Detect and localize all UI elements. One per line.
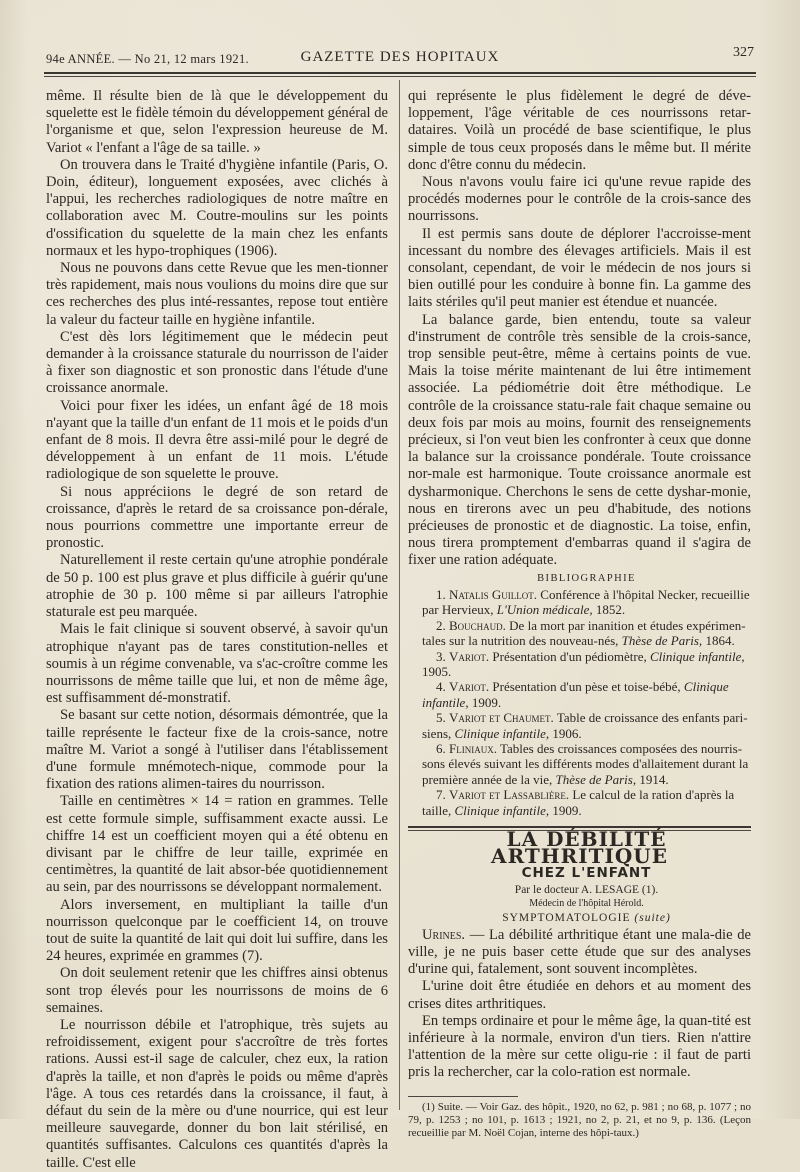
page-number: 327 bbox=[733, 45, 754, 60]
paragraph: Se basant sur cette notion, désormais démontrée, que la taille représente le facteur fixe de la crois-sance, notre maître M. Variot a songé à l'utiliser dans l'établissement d'une formule mnémotech-nique, commode pour la fixation des rations alimen-taires du nourrisson. bbox=[46, 707, 388, 793]
paragraph: Urines. — La débilité arthritique étant une mala-die de ville, je ne puis baser cette étude que sur des analyses d'urine qui, fatalement, sont souvent incomplètes. bbox=[408, 926, 751, 978]
bibliography-item: 7. Variot et Lassablière. Le calcul de la ration d'après la taille, Clinique infantile, 1909. bbox=[422, 787, 735, 818]
paragraph: Taille en centimètres × 14 = ration en grammes. Telle est cette formule simple, suffisamment exacte aussi. Le chiffre 14 est un coefficient moyen qui a été obtenu en divisant par le chiffre de leur taille, exprimée en centimètres, la quantité de lait absor-bée quotidiennement au sein, par des nourrissons se développant normalement. bbox=[46, 793, 388, 896]
paragraph: Si nous appréciions le degré de son retard de croissance, d'après le retard de sa croissance pon-dérale, nous pourrions commettre une importante erreur de pronostic. bbox=[46, 483, 388, 552]
bibliography-list bbox=[408, 587, 751, 818]
footnote: (1) Suite. — Voir Gaz. des hôpit., 1920, no 62, p. 981 ; no 68, p. 1077 ; no 79, p. 1253 ; no 101, p. 1613 ; 1921, no 2, p. 21, et no 9, p. 136. (Leçon recueillie par M. Noël Cojan, interne des hôpi-taux.) bbox=[408, 1100, 751, 1139]
paragraph: qui représente le plus fidèlement le degré de déve-loppement, l'âge véritable de ces nourrissons retar-dataires. Voilà un procédé de base scientifique, le plus simple de tous ceux proposés dans le même but. Il mérite donc d'être connu du médecin. bbox=[408, 88, 751, 173]
paragraph: Naturellement il reste certain qu'une atrophie pondérale de 50 p. 100 est plus grave et plus difficile à guérir qu'une atrophie de 30 p. 100 même si par ailleurs l'atrophie staturale est peu marquée. bbox=[46, 552, 388, 621]
right-column bbox=[408, 88, 751, 1140]
author-role: Médecin de l'hôpital Hérold. bbox=[529, 897, 644, 909]
header-rule-thin bbox=[44, 76, 756, 77]
journal-title: GAZETTE DES HOPITAUX bbox=[300, 49, 500, 65]
paragraph: C'est dès lors légitimement que le médecin peut demander à la croissance staturale du nourrisson de l'aider à fixer son diagnostic et son pronostic dans l'étude d'une croissance anormale. bbox=[46, 328, 388, 397]
paragraph: L'urine doit être étudiée en dehors et au moment des crises dites arthritiques. bbox=[408, 978, 751, 1012]
issue-info: 94e ANNÉE. — No 21, 12 mars 1921. bbox=[46, 52, 249, 66]
bibliography-item: 5. Variot et Chaumet. Table de croissance des enfants pari-siens, Clinique infantile, 1906. bbox=[422, 710, 748, 741]
page-header bbox=[44, 44, 756, 70]
paragraph: Nous ne pouvons dans cette Revue que les men-tionner très rapidement, mais nous voulions du moins dire que sur ces recherches des plus inté-ressantes, repose tout entière la valeur du facteur taille en hygiène infantile. bbox=[46, 260, 388, 328]
column-divider bbox=[399, 80, 400, 1110]
bibliography-item: 2. Bouchaud. De la mort par inanition et études expérimen-tales sur la nutrition des nouveau-nés, Thèse de Paris, 1864. bbox=[422, 617, 746, 649]
article-subtitle: CHEZ L'ENFANT bbox=[521, 865, 652, 882]
paragraph: Le nourrisson débile et l'atrophique, très sujets au refroidissement, exigent pour s'accroître de très fortes rations. Aussi est-il sage de calculer, chez eux, la ration d'après la taille, et non d'après le poids ou même d'après l'âge. A tous ces retardés dans la croissance, il faut, à défaut du sein de la mère ou d'une nourrice, qui est leur meilleure sauvegarde, donner du bon lait stérilisé, en quantités suffisantes. Calculons ces quantités d'après la taille. C'est elle bbox=[46, 1016, 388, 1171]
section-heading: SYMPTOMATOLOGIE (suite) bbox=[502, 911, 671, 924]
paragraph: Alors inversement, en multipliant la taille d'un nourrisson quelconque par le coefficient 14, on trouve tout de suite la quantité de lait qui doit lui suffire, dans les 24 heures, exprimée en grammes (7). bbox=[46, 896, 388, 965]
bibliography-title: BIBLIOGRAPHIE bbox=[537, 572, 636, 584]
bibliography-item: 6. Fliniaux. Tables des croissances composées des nourris-sons élevés suivant les différents modes d'allaitement durant la première année de la vie, Thèse de Paris, 1914. bbox=[422, 740, 749, 787]
paragraph: La balance garde, bien entendu, toute sa valeur d'instrument de contrôle très sensible de la crois-sance, trop sensible peut-être, même à certains points de vue. Mais la toise mérite maintenant de lui être intimement associée. La pédiométrie doit être méthodique. Le contrôle de la croissance statu-rale fait chaque semaine ou deux fois par mois au moins, fournit des renseignements précieux, si l'on veut bien les confronter à ceux que donne la balance sur la croissance pondérale. Toute croissance nor-male est harmonique. Toute croissance anormale est dysharmonique. Cherchons le sens de cette dyshar-monie, nous en tirerons avec un peu d'habitude, des notions précieuses de pronostic et de diagnostic. La toise, enfin, nous tirera promptement d'embarras quand il s'agira de fixer une ration adéquate. bbox=[408, 311, 751, 569]
paragraph: Mais le fait clinique si souvent observé, à savoir qu'un atrophique n'ayant pas de tares constitution-nelles et soumis à un régime convenable, va s'ac-croître comme les nourrissons de même taille que lui, et non de même âge, est suffisamment dé-monstratif. bbox=[46, 621, 388, 707]
paragraph: On trouvera dans le Traité d'hygiène infantile (Paris, O. Doin, éditeur), longuement exposées, avec clichés à l'appui, les recherches radiologiques de notre maître en collaboration avec M. Coutre-moulins sur les points d'ossification du squelette de la main chez les enfants normaux et les hypo-trophiques (1906). bbox=[46, 156, 388, 259]
paragraph: Nous n'avons voulu faire ici qu'une revue rapide des procédés modernes pour le contrôle de la crois-sance des nourrissons. bbox=[408, 174, 751, 225]
bibliography-item: 3. Variot. Présentation d'un pédiomètre, Clinique infantile, 1905. bbox=[422, 648, 745, 679]
article-title: LA DÉBILITÉ ARTHRITIQUE bbox=[491, 826, 668, 869]
bibliography-item: 4. Variot. Présentation d'un pèse et toise-bébé, Clinique infantile, 1909. bbox=[422, 679, 729, 710]
paragraph: En temps ordinaire et pour le même âge, la quan-tité est inférieure à la normale, environ d'un tiers. Rien n'attire l'attention de la mère sur cette oligu-rie : il faut de parti pris la rechercher, car la colo-ration est normale. bbox=[408, 1012, 751, 1081]
paragraph: même. Il résulte bien de là que le développement du squelette est le fidèle témoin du développement général de l'organisme et que, selon l'expression heureuse de M. Variot « l'enfant a l'âge de sa taille. » bbox=[46, 88, 389, 156]
left-column bbox=[46, 88, 388, 1172]
footnote-rule bbox=[408, 1096, 518, 1097]
article-byline: Par le docteur A. LESAGE (1). bbox=[514, 883, 659, 896]
bibliography-item: 1. Natalis Guillot. Conférence à l'hôpital Necker, recueillie par Hervieux, L'Union médicale, 1852. bbox=[422, 586, 750, 618]
paragraph: Il est permis sans doute de déplorer l'accroisse-ment incessant du nombre des élevages artificiels. Mais il est consolant, cependant, de voir le médecin de nos jours si bien outillé pour les conduire à bonne fin. La gamme des laits stériles qu'il peut manier est étendue et nuancée. bbox=[408, 225, 751, 311]
paragraph: On doit seulement retenir que les chiffres ainsi obtenus sont trop élevés pour les nourrissons de moins de 6 semaines. bbox=[46, 965, 388, 1016]
paragraph: Voici pour fixer les idées, un enfant âgé de 18 mois n'ayant que la taille d'un enfant de 11 mois et le poids d'un enfant de 8 mois. Il devra être assi-milé pour le degré de développement à un enfant de 11 mois. L'étude radiologique de son squelette le prouve. bbox=[46, 397, 388, 483]
header-rule bbox=[44, 72, 756, 74]
